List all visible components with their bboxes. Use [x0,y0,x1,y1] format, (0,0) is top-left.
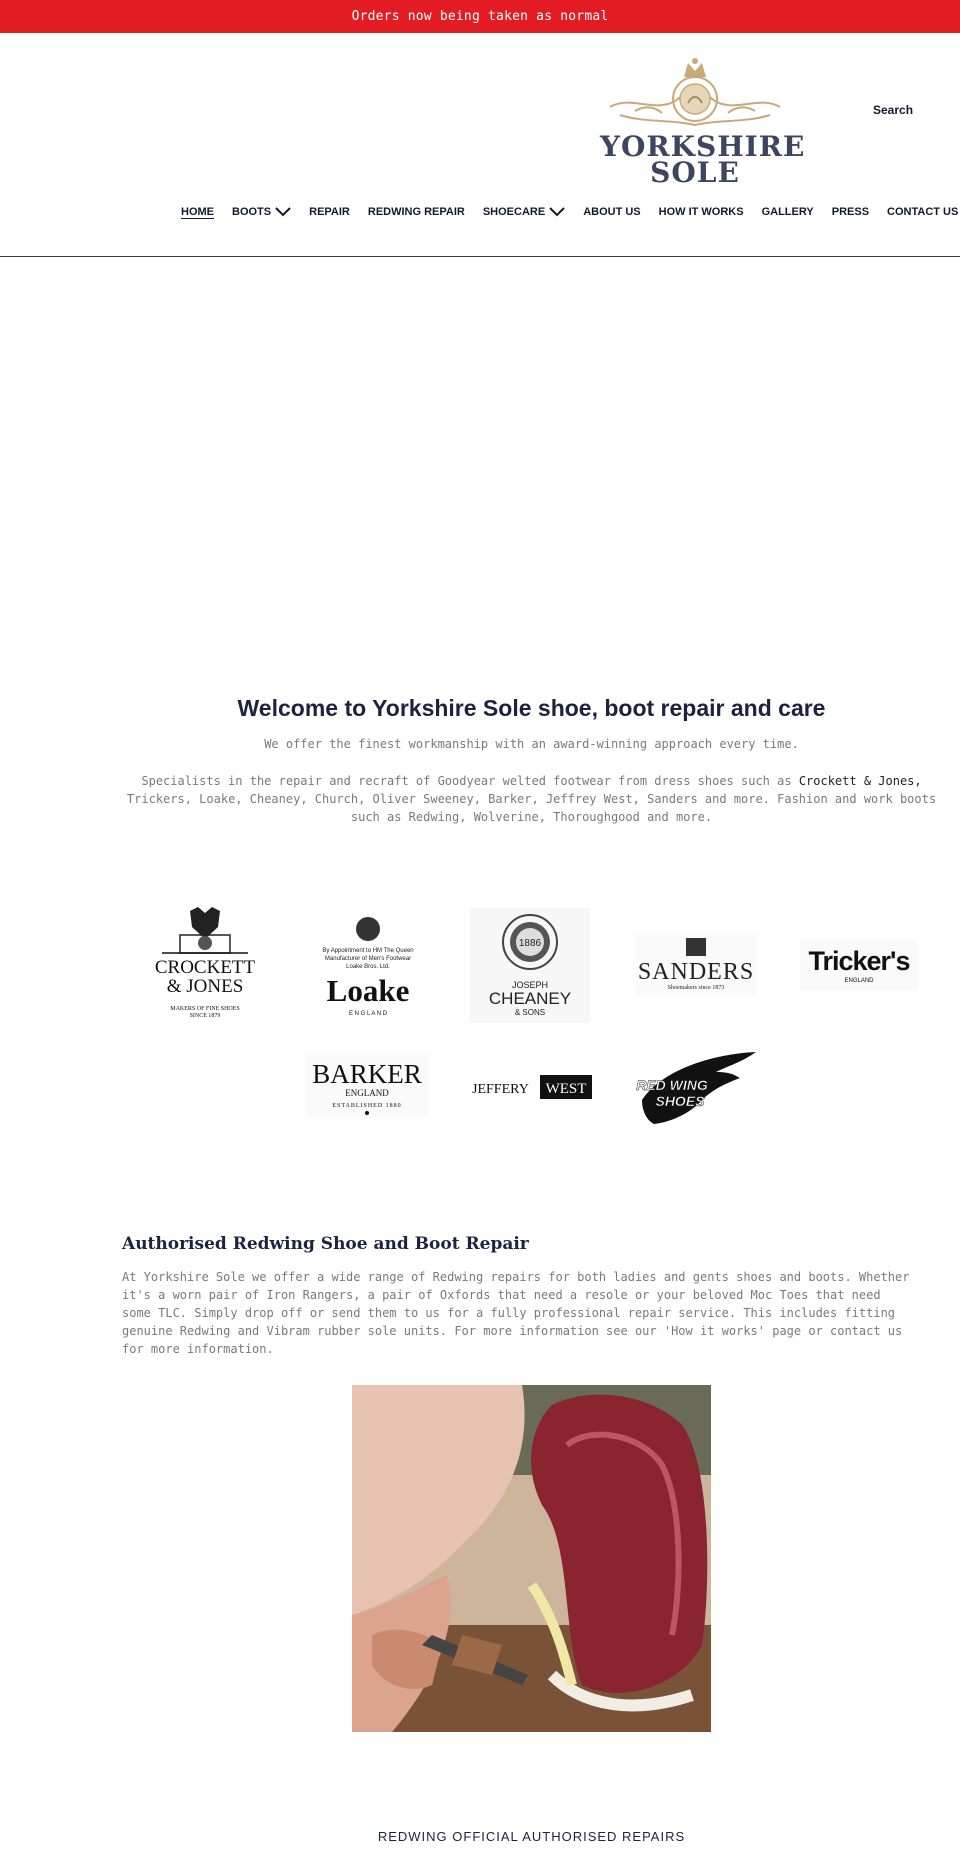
logo-line-2: SOLE [650,156,740,189]
crest-icon [190,907,220,939]
logo-line-1: YORKSHIRE [600,130,806,163]
search-link[interactable]: Search [873,103,914,117]
welcome-body-intro: Specialists in the repair and recraft of Goodyear welted footwear from dress shoes such as [141,774,799,788]
nav-item-contact-us[interactable]: CONTACT US [887,206,959,218]
barker-country: ENGLAND [345,1088,389,1098]
main-nav [181,204,960,220]
loake-appointment-1: By Appointment to HM The Queen [322,948,414,954]
loake-appointment-2: Manufacturer of Men's Footwear [324,956,412,962]
cheaney-line-3: & SONS [514,1008,546,1017]
loake-name: Loake [326,973,410,1008]
welcome-body [124,772,939,826]
brand-logo-barker [306,1055,428,1117]
chevron-down-icon [275,207,291,217]
brand-logo-jeffery-west [470,1073,594,1101]
nav-item-gallery[interactable]: GALLERY [761,206,814,218]
brand-logo-trickers [800,940,918,990]
loake-appointment-3: Loake Bros. Ltd. [346,964,390,970]
brand-logo-sanders [636,935,756,995]
crockett-line-1: CROCKETT [154,957,256,978]
nav-item-how-it-works[interactable]: HOW IT WORKS [658,206,744,218]
nav-item-shoecare[interactable]: SHOECARE [483,206,565,218]
welcome-body-rest: Trickers, Loake, Cheaney, Church, Oliver Sweeney, Barker, Jeffrey West, Sanders and more. Fashion and work boots such as Redwing, Wolverine, Thoroughgood and more. [126,792,937,824]
brand-logo-crockett-jones [150,905,260,1020]
nav-item-about-us[interactable]: ABOUT US [583,206,641,218]
crockett-sub-1: MAKERS OF FINE SHOES [170,1006,240,1012]
crockett-sub-2: SINCE 1879 [189,1013,221,1019]
redwing-repair-photo [352,1385,711,1732]
announcement-bar [0,0,960,33]
welcome-subtitle: We offer the finest workmanship with an award-winning approach every time. [264,737,799,751]
cheaney-line-2: CHEANEY [488,989,572,1008]
welcome-title: Welcome to Yorkshire Sole shoe, boot repair and care [237,695,826,721]
site-logo[interactable] [600,55,806,189]
nav-item-boots[interactable]: BOOTS [232,206,291,218]
sanders-name: SANDERS [637,959,755,985]
barker-established: ESTABLISHED 1880 [332,1103,402,1109]
trickers-sub: ENGLAND [844,978,874,984]
jeffery-west-left: JEFFERY [472,1082,529,1097]
brand-logo-red-wing [632,1050,758,1126]
nav-item-repair[interactable]: REPAIR [309,206,350,218]
cheaney-line-1: JOSEPH [511,980,549,990]
nav-item-press[interactable]: PRESS [831,206,870,218]
crest-icon [600,55,790,133]
official-repairs-heading: REDWING OFFICIAL AUTHORISED REPAIRS [377,1829,686,1844]
redwing-section-title: Authorised Redwing Shoe and Boot Repair [122,1234,529,1254]
cheaney-seal-year: 1886 [518,938,542,949]
nav-item-redwing-repair[interactable]: REDWING REPAIR [367,206,465,218]
sanders-sub: Shoemakers since 1873 [667,985,725,991]
announcement-text: Orders now being taken as normal [351,9,609,24]
brand-logo-cheaney [470,908,590,1023]
welcome-body-brand-link[interactable]: Crockett & Jones, [798,774,922,788]
crockett-line-2: & JONES [166,976,244,997]
redwing-section-body: At Yorkshire Sole we offer a wide range of Redwing repairs for both ladies and gents shoes and boots. Whether it's a worn pair of Iron Rangers, a pair of Oxfords that need a resole or your beloved Moc Toes that need some TLC. Simply drop off or send them to us for a fully professional repair service. This includes fitting genuine Redwing and Vibram rubber sole units. For more information see our 'How it works' page or contact us for more information. [122,1270,910,1356]
jeffery-west-right: WEST [545,1081,587,1097]
brand-logo-loake [313,915,423,1020]
trickers-name: Tricker's [808,946,910,976]
redwing-line-2: SHOES [655,1093,705,1109]
loake-country: E N G L A N D [348,1011,388,1017]
header-divider [0,256,960,257]
nav-item-home[interactable]: HOME [181,206,214,218]
chevron-down-icon [549,207,565,217]
redwing-line-1: RED WING [636,1077,708,1093]
barker-name: BARKER [312,1059,422,1089]
